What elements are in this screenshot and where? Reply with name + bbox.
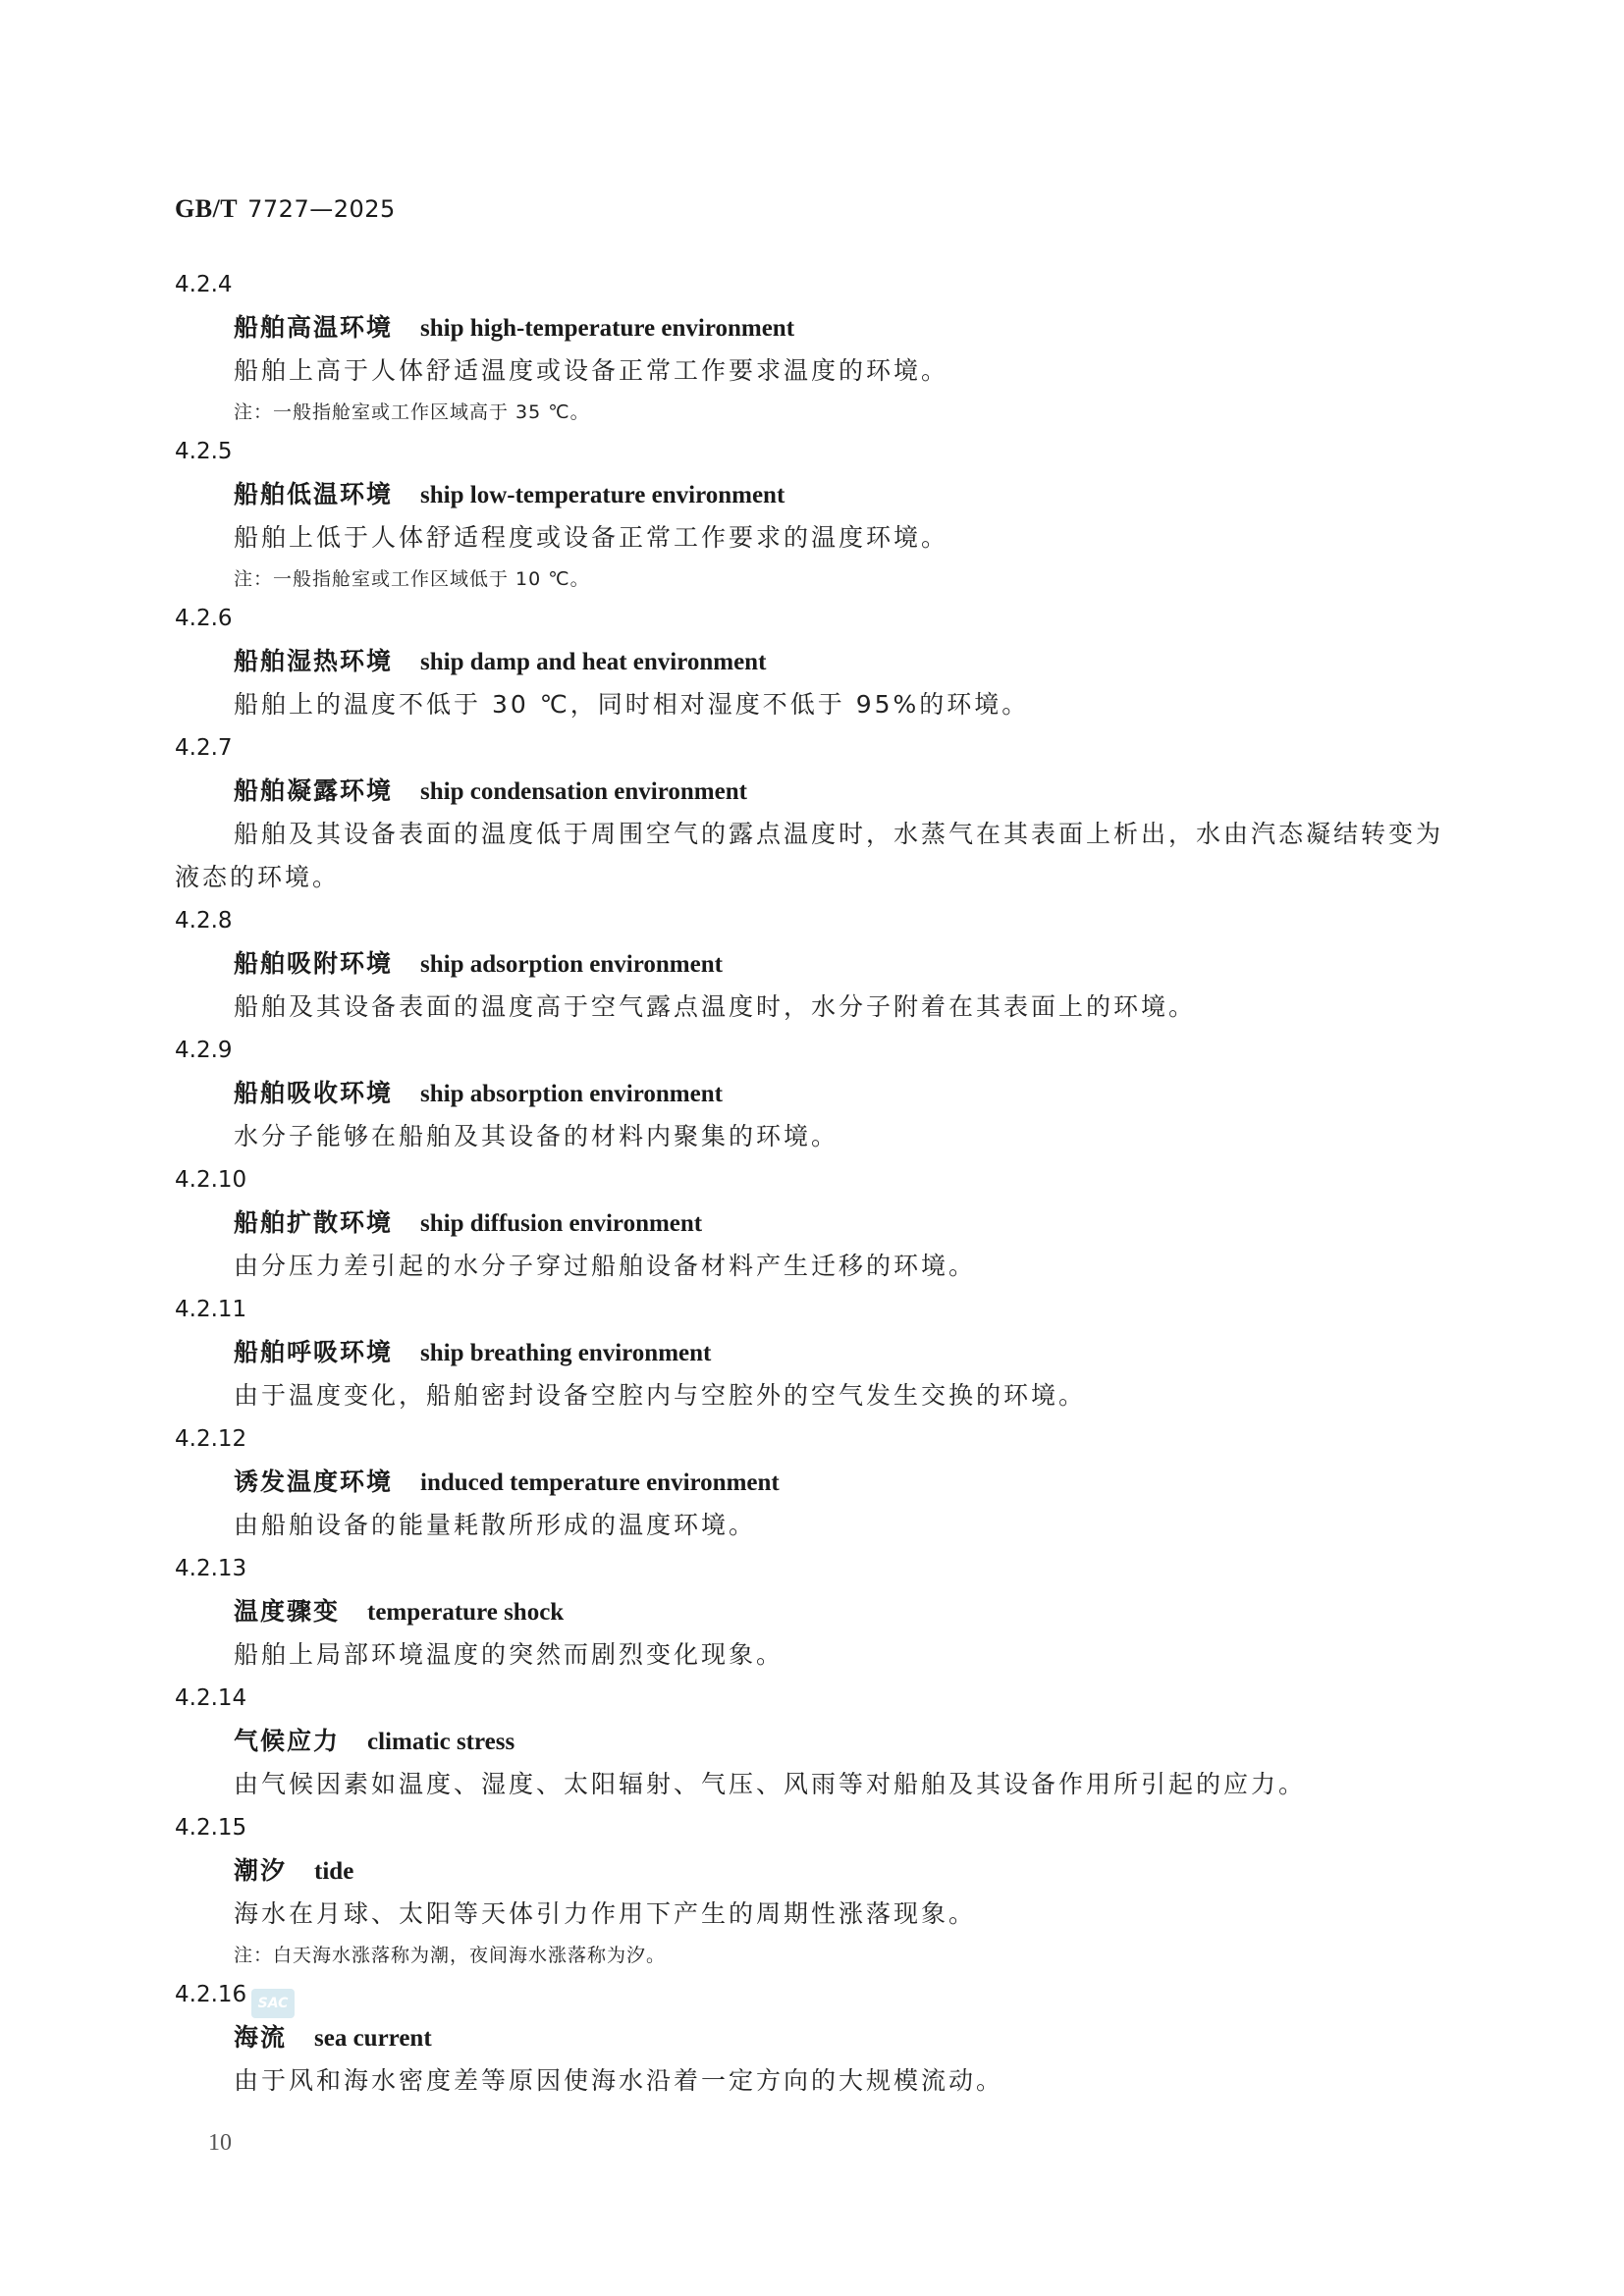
term-chinese: 船舶扩散环境 — [234, 1208, 394, 1237]
term-english: ship condensation environment — [420, 778, 747, 805]
term-number: 4.2.7 — [175, 735, 233, 761]
term-number: 4.2.13 — [175, 1556, 247, 1581]
term-title — [234, 306, 794, 349]
term-number: 4.2.6 — [175, 606, 233, 631]
term-number: 4.2.14 — [175, 1685, 247, 1711]
term-number: 4.2.11 — [175, 1297, 247, 1322]
term-definition: 由分压力差引起的水分子穿过船舶设备材料产生迁移的环境。 — [234, 1252, 977, 1280]
term-chinese: 温度骤变 — [234, 1597, 341, 1626]
term-chinese: 海流 — [234, 2023, 288, 2052]
term-number: 4.2.9 — [175, 1038, 233, 1063]
term-chinese: 船舶吸附环境 — [234, 949, 394, 978]
term-chinese: 船舶低温环境 — [234, 480, 394, 508]
sac-watermark: SAC — [251, 1989, 295, 2018]
term-note: 注：白天海水涨落称为潮，夜间海水涨落称为汐。 — [234, 1945, 667, 1966]
term-chinese: 船舶凝露环境 — [234, 776, 394, 805]
term-number: 4.2.10 — [175, 1167, 247, 1193]
term-english: ship diffusion environment — [420, 1210, 703, 1237]
standard-number: 7727—2025 — [247, 195, 396, 223]
term-english: ship high-temperature environment — [420, 315, 795, 342]
term-title — [234, 1072, 723, 1115]
term-definition: 由于温度变化，船舶密封设备空腔内与空腔外的空气发生交换的环境。 — [234, 1381, 1087, 1410]
term-chinese: 潮汐 — [234, 1856, 288, 1885]
term-english: induced temperature environment — [420, 1469, 780, 1496]
term-english: ship adsorption environment — [420, 951, 723, 978]
term-number: 4.2.12 — [175, 1426, 247, 1452]
term-title — [234, 770, 747, 813]
term-title — [234, 2016, 432, 2059]
term-definition: 海水在月球、太阳等天体引力作用下产生的周期性涨落现象。 — [234, 1899, 977, 1928]
term-english: climatic stress — [367, 1729, 515, 1755]
term-chinese: 诱发温度环境 — [234, 1468, 394, 1496]
term-english: tide — [314, 1858, 354, 1885]
term-definition: 船舶上低于人体舒适程度或设备正常工作要求的温度环境。 — [234, 523, 949, 552]
term-definition: 船舶上的温度不低于 30 ℃，同时相对湿度不低于 95%的环境。 — [234, 690, 1030, 719]
term-title — [234, 640, 766, 683]
term-definition: 由船舶设备的能量耗散所形成的温度环境。 — [234, 1511, 757, 1539]
term-definition: 船舶及其设备表面的温度低于周围空气的露点温度时，水蒸气在其表面上析出，水由汽态凝结转变为液态的环境。 — [175, 820, 1444, 891]
term-note: 注：一般指舱室或工作区域高于 35 ℃。 — [234, 401, 590, 423]
term-chinese: 船舶高温环境 — [234, 313, 394, 342]
term-title — [234, 1849, 353, 1893]
page-number: 10 — [208, 2130, 232, 2156]
term-english: sea current — [314, 2025, 432, 2052]
term-note: 注：一般指舱室或工作区域低于 10 ℃。 — [234, 568, 590, 590]
term-title — [234, 1331, 711, 1374]
term-title — [234, 1461, 780, 1504]
term-chinese: 船舶湿热环境 — [234, 647, 394, 675]
term-english: ship breathing environment — [420, 1340, 712, 1366]
term-number: 4.2.15 — [175, 1815, 247, 1841]
term-title — [234, 942, 723, 986]
term-number: 4.2.16 — [175, 1982, 247, 2007]
term-english: ship low-temperature environment — [420, 482, 785, 508]
term-english: temperature shock — [367, 1599, 565, 1626]
term-number: 4.2.5 — [175, 439, 233, 464]
term-title — [234, 1590, 564, 1633]
term-number: 4.2.8 — [175, 908, 233, 934]
term-chinese: 船舶呼吸环境 — [234, 1338, 394, 1366]
term-title — [234, 473, 785, 516]
term-title — [234, 1720, 514, 1763]
page-header — [175, 194, 396, 224]
term-title — [234, 1201, 702, 1245]
term-definition: 由于风和海水密度差等原因使海水沿着一定方向的大规模流动。 — [234, 2066, 1004, 2095]
term-chinese: 气候应力 — [234, 1727, 341, 1755]
term-definition: 船舶及其设备表面的温度高于空气露点温度时，水分子附着在其表面上的环境。 — [234, 992, 1197, 1021]
term-definition: 水分子能够在船舶及其设备的材料内聚集的环境。 — [234, 1122, 839, 1150]
term-chinese: 船舶吸收环境 — [234, 1079, 394, 1107]
term-english: ship absorption environment — [420, 1081, 723, 1107]
term-english: ship damp and heat environment — [420, 649, 767, 675]
term-definition: 由气候因素如温度、湿度、太阳辐射、气压、风雨等对船舶及其设备作用所引起的应力。 — [234, 1770, 1307, 1798]
term-definition: 船舶上高于人体舒适温度或设备正常工作要求温度的环境。 — [234, 356, 949, 385]
standard-code: GB/T — [175, 194, 239, 223]
term-definition: 船舶上局部环境温度的突然而剧烈变化现象。 — [234, 1640, 785, 1669]
term-number: 4.2.4 — [175, 272, 233, 297]
